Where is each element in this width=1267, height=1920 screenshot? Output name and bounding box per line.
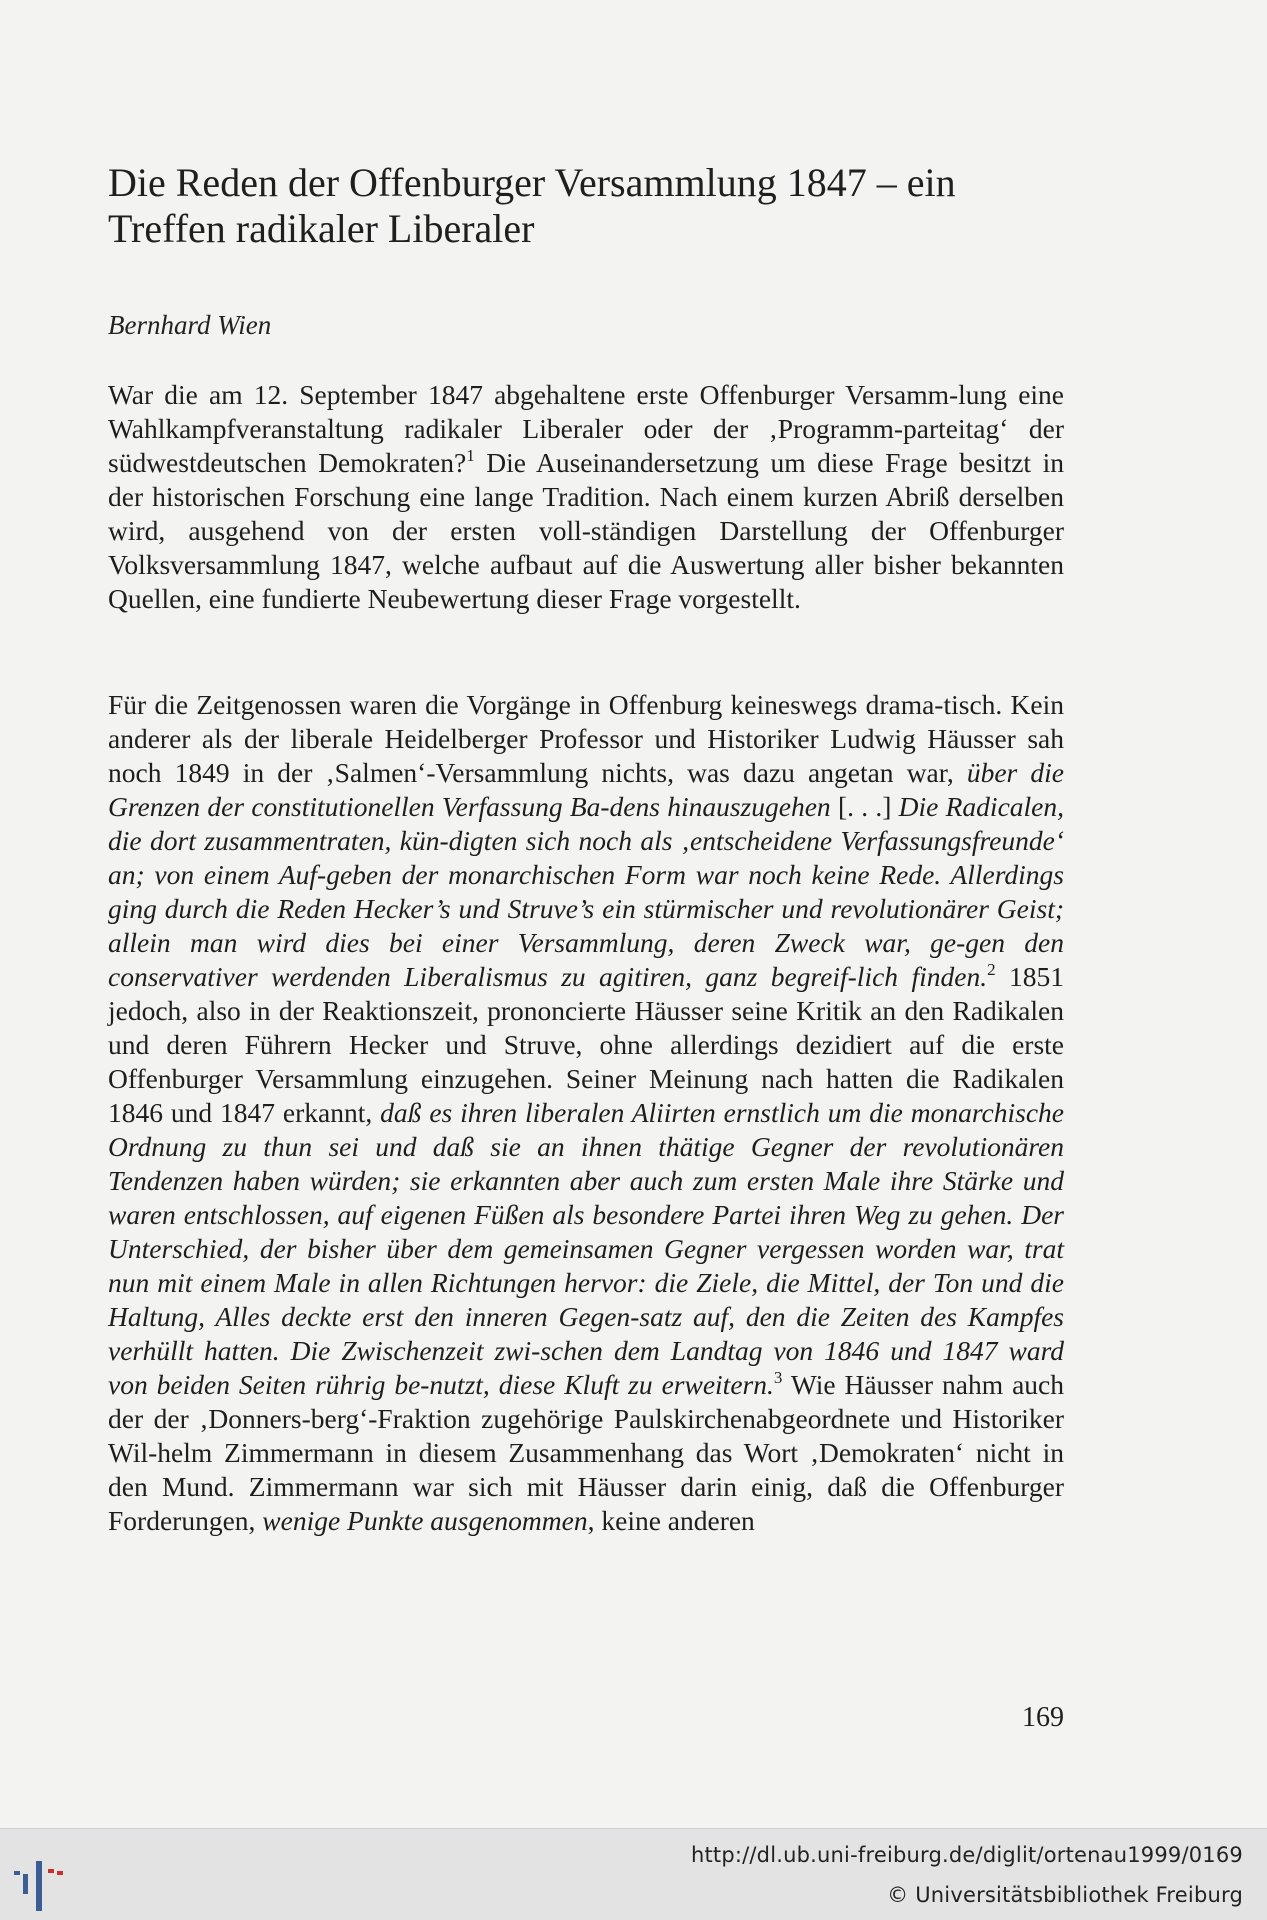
footer-bar [0, 1828, 1267, 1920]
footnote-marker-3: 3 [773, 1368, 783, 1387]
paragraph-intro [108, 378, 1064, 616]
paragraph-contemporaries [108, 688, 1064, 1538]
paragraph1-text-2: Die Auseinandersetzung um diese Frage besitzt in der historischen Forschung eine lange Tradition. Nach einem kurzen Abriß derselben wird, ausgehend von der ersten voll-ständigen Darstellung der Offenburger Volksversammlung 1847, welche aufbaut auf die Auswertung aller bisher bekannten Quellen, eine fundierte Neubewertung dieser Frage vorgestellt. [108, 447, 1064, 614]
paragraph2-text-1: Für die Zeitgenossen waren die Vorgänge in Offenburg keineswegs drama-tisch. Kein anderer als der liberale Heidelberger Professor und Historiker Ludwig Häusser sah noch 1849 in der ‚Salmen‘-Versammlung nichts, was dazu angetan war, [108, 689, 1064, 788]
title-line-1: Die Reden der Offenburger Versammlung 1847 – ein [108, 160, 956, 205]
quote-haeusser-3: daß es ihren liberalen Aliirten ernstlich um die monarchische Ordnung zu thun sei und daß sie an ihnen thätige Gegner der revolutionären Tendenzen haben würden; sie erkannten aber auch zum ersten Male ihre Stärke und waren entschlossen, auf eigenen Füßen als besondere Partei ihren Weg zu gehen. Der Unterschied, der bisher über dem gemeinsamen Gegner vergessen worden war, trat nun mit einem Male in allen Richtungen hervor: die Ziele, die Mittel, der Ton und die Haltung, Alles deckte erst den inneren Gegen-satz auf, den die Zeiten des Kampfes verhüllt hatten. Die Zwischenzeit zwi-schen dem Landtag von 1846 und 1847 ward von beiden Seiten rührig be-nutzt, diese Kluft zu erweitern. [108, 1097, 1065, 1400]
quote-haeusser-2: Die Radicalen, die dort zusammentraten, kün-digten sich noch als ‚entscheidene Verfassungsfreunde‘ an; von einem Auf-geben der monarchischen Form war noch keine Rede. Allerdings ging durch die Reden Hecker’s und Struve’s ein stürmischer und revolutionärer Geist; allein man wird dies bei einer Versammlung, deren Zweck war, ge-gen den conservativer werdenden Liberalismus zu agitiren, ganz begreif-lich finden. [108, 791, 1065, 992]
copyright-notice: © Universitätsbibliothek Freiburg [887, 1883, 1243, 1907]
footnote-marker-1: 1 [466, 446, 475, 465]
title-line-2: Treffen radikaler Liberaler [108, 206, 535, 251]
author-name: Bernhard Wien [108, 310, 272, 340]
paragraph2-text-3: 1851 jedoch, also in der Reaktionszeit, prononcierte Häusser seine Kritik an den Radikalen und deren Führern Hecker und Struve, ohne allerdings dezidiert auf die erste Offenburger Versammlung einzugehen. Seiner Meinung nach hatten die Radikalen 1846 und 1847 erkannt, [108, 961, 1064, 1128]
source-url-link[interactable]: http://dl.ub.uni-freiburg.de/diglit/ortenau1999/0169 [690, 1843, 1243, 1867]
quote-zimmermann: wenige Punkte ausgenommen [262, 1505, 588, 1536]
paragraph2-text-5: , keine anderen [587, 1505, 755, 1536]
paragraph1-text-1: War die am 12. September 1847 abgehaltene erste Offenburger Versamm-lung eine Wahlkampfveranstaltung radikaler Liberaler oder der ‚Programm-parteitag‘ der südwestdeutschen Demokraten? [108, 379, 1064, 478]
page-number: 169 [1022, 1702, 1064, 1733]
article-title [108, 160, 1068, 252]
quote-haeusser-1: über die Grenzen der constitutionellen Verfassung Ba-dens hinauszugehen [108, 757, 1064, 822]
university-library-logo-icon [14, 1861, 84, 1911]
paragraph2-text-4: Wie Häusser nahm auch der der ‚Donners-berg‘-Fraktion zugehörige Paulskirchenabgeordnete und Historiker Wil-helm Zimmermann in diesem Zusammenhang das Wort ‚Demokraten‘ nicht in den Mund. Zimmermann war sich mit Häusser darin einig, daß die Offenburger Forderungen, [108, 1369, 1064, 1536]
footnote-marker-2: 2 [987, 960, 996, 979]
paragraph2-text-2: [. . .] [830, 791, 899, 822]
